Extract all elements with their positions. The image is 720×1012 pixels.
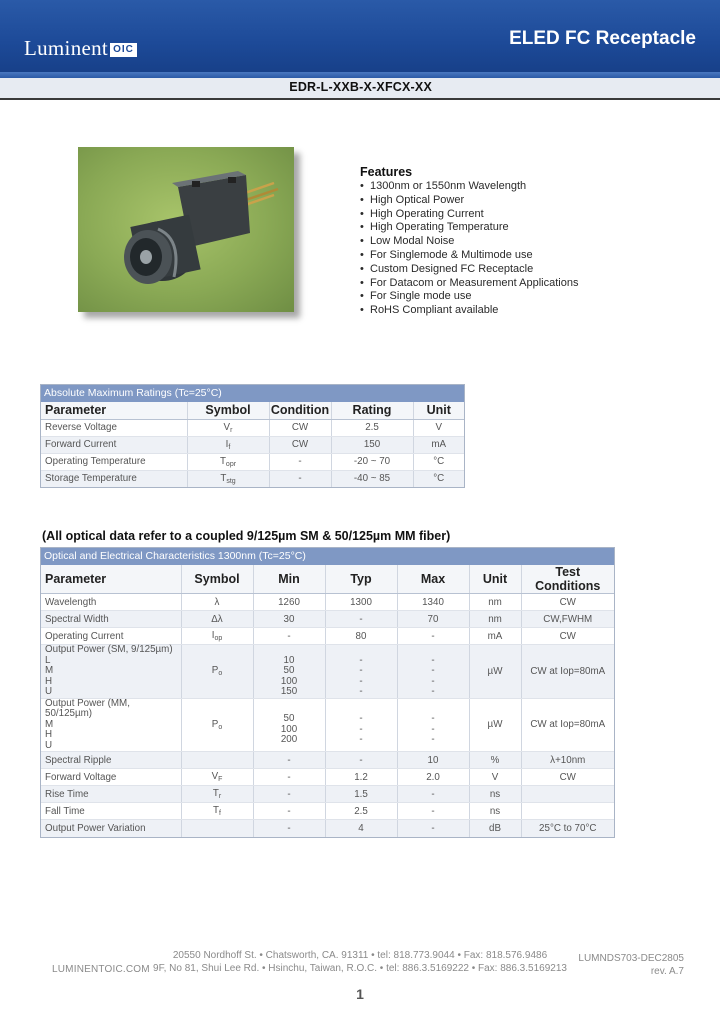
cell-cond: λ+10nm bbox=[521, 752, 614, 769]
symbol-subscript: o bbox=[218, 723, 223, 731]
cell-unit: µW bbox=[469, 698, 521, 752]
column-header: Max bbox=[397, 565, 469, 594]
cell-unit: °C bbox=[413, 470, 464, 487]
page-number: 1 bbox=[356, 986, 364, 1002]
table-row bbox=[41, 470, 464, 487]
cell-min: - bbox=[253, 628, 325, 645]
logo-text: Luminent bbox=[24, 35, 109, 60]
symbol-subscript: r bbox=[218, 793, 222, 800]
cell-symbol bbox=[181, 820, 253, 837]
cell-typ: - - - - bbox=[325, 645, 397, 699]
symbol-text: V bbox=[223, 421, 231, 433]
bullet-glyph: • bbox=[360, 235, 364, 248]
cell-parameter: Output Power (MM, 50/125µm) M H U bbox=[41, 698, 181, 752]
cell-max: 1340 bbox=[397, 594, 469, 611]
cell-max: - bbox=[397, 628, 469, 645]
cell-symbol bbox=[181, 786, 253, 803]
feature-text: Low Modal Noise bbox=[370, 235, 455, 248]
feature-text: For Single mode use bbox=[370, 290, 472, 303]
table-row bbox=[41, 419, 464, 436]
feature-text: For Datacom or Measurement Applications bbox=[370, 276, 579, 289]
table-row bbox=[41, 436, 464, 453]
table-row bbox=[41, 594, 614, 611]
document-title: ELED FC Receptacle bbox=[509, 28, 696, 49]
cell-max: 10 bbox=[397, 752, 469, 769]
cell-max: - - - - bbox=[397, 645, 469, 699]
table-header-row bbox=[41, 402, 464, 419]
table-row bbox=[41, 752, 614, 769]
cell-cond: CW at Iop=80mA bbox=[521, 645, 614, 699]
cell-parameter: Reverse Voltage bbox=[41, 419, 187, 436]
cell-typ: - bbox=[325, 752, 397, 769]
cell-min: - bbox=[253, 752, 325, 769]
feature-item bbox=[360, 208, 660, 222]
cell-unit: nm bbox=[469, 611, 521, 628]
symbol-text: P bbox=[211, 718, 219, 730]
address-line-2: 9F, No 81, Shui Lee Rd. • Hsinchu, Taiwan, R.O.C. • tel: 886.3.5169222 • Fax: 886.3.5169213 bbox=[153, 963, 567, 974]
symbol-text: λ bbox=[214, 596, 220, 608]
feature-text: RoHS Compliant available bbox=[370, 304, 499, 317]
cell-unit: dB bbox=[469, 820, 521, 837]
column-header: Rating bbox=[331, 402, 413, 419]
product-photo bbox=[78, 147, 294, 312]
feature-text: High Optical Power bbox=[370, 193, 465, 206]
cell-typ: 4 bbox=[325, 820, 397, 837]
cell-unit: mA bbox=[469, 628, 521, 645]
fiber-note: (All optical data refer to a coupled 9/125µm SM & 50/125µm MM fiber) bbox=[42, 529, 451, 543]
feature-item bbox=[360, 180, 660, 194]
table-row bbox=[41, 645, 614, 699]
cell-cond: CW,FWHM bbox=[521, 611, 614, 628]
cell-max: 2.0 bbox=[397, 769, 469, 786]
cell-unit: V bbox=[413, 419, 464, 436]
cell-symbol bbox=[181, 594, 253, 611]
cell-cond: CW bbox=[521, 628, 614, 645]
absolute-ratings-table bbox=[40, 384, 465, 488]
column-header: Typ bbox=[325, 565, 397, 594]
cell-min: - bbox=[253, 769, 325, 786]
cell-unit: % bbox=[469, 752, 521, 769]
absolute-ratings-caption: Absolute Maximum Ratings (Tc=25°C) bbox=[41, 385, 464, 402]
feature-item bbox=[360, 221, 660, 235]
bullet-glyph: • bbox=[360, 304, 364, 317]
feature-item bbox=[360, 277, 660, 291]
cell-parameter: Rise Time bbox=[41, 786, 181, 803]
cell-typ: 1.5 bbox=[325, 786, 397, 803]
symbol-subscript: r bbox=[230, 426, 233, 434]
cell-typ: - - - bbox=[325, 698, 397, 752]
cell-min: 50 100 200 bbox=[253, 698, 325, 752]
cell-cond: CW bbox=[521, 594, 614, 611]
cell-unit: mA bbox=[413, 436, 464, 453]
symbol-subscript: o bbox=[218, 670, 223, 678]
cell-symbol bbox=[187, 436, 269, 453]
cell-min: - bbox=[253, 820, 325, 837]
column-header: Unit bbox=[413, 402, 464, 419]
feature-item bbox=[360, 194, 660, 208]
cell-rating: -40 ~ 85 bbox=[331, 470, 413, 487]
table-row bbox=[41, 698, 614, 752]
cell-unit: ns bbox=[469, 786, 521, 803]
table-row bbox=[41, 786, 614, 803]
features-heading: Features bbox=[360, 165, 413, 179]
symbol-text: T bbox=[219, 455, 226, 467]
header-bar bbox=[0, 0, 720, 78]
symbol-subscript: stg bbox=[226, 477, 236, 485]
table-row bbox=[41, 803, 614, 820]
bullet-glyph: • bbox=[360, 221, 364, 234]
cell-unit: °C bbox=[413, 453, 464, 470]
company-logo bbox=[24, 36, 137, 60]
cell-unit: µW bbox=[469, 645, 521, 699]
footer-website: LUMINENTOIC.COM bbox=[52, 964, 150, 975]
cell-parameter: Spectral Width bbox=[41, 611, 181, 628]
cell-symbol bbox=[181, 645, 253, 699]
cell-max: - bbox=[397, 803, 469, 820]
feature-text: 1300nm or 1550nm Wavelength bbox=[370, 180, 527, 192]
table-row bbox=[41, 611, 614, 628]
cell-symbol bbox=[181, 698, 253, 752]
cell-symbol bbox=[181, 769, 253, 786]
feature-text: High Operating Current bbox=[370, 207, 484, 220]
bullet-glyph: • bbox=[360, 262, 364, 275]
column-header: Symbol bbox=[181, 565, 253, 594]
cell-parameter: Operating Current bbox=[41, 628, 181, 645]
symbol-subscript: op bbox=[214, 635, 223, 642]
cell-typ: 80 bbox=[325, 628, 397, 645]
symbol-subscript: F bbox=[218, 776, 223, 783]
feature-text: Custom Designed FC Receptacle bbox=[370, 262, 534, 275]
cell-min: 1260 bbox=[253, 594, 325, 611]
bullet-glyph: • bbox=[360, 207, 364, 220]
feature-item bbox=[360, 290, 660, 304]
column-header: Symbol bbox=[187, 402, 269, 419]
column-header: Unit bbox=[469, 565, 521, 594]
cell-max: 70 bbox=[397, 611, 469, 628]
logo-box: OIC bbox=[110, 43, 137, 57]
document-id: LUMNDS703-DEC2805 bbox=[578, 953, 684, 964]
cell-rating: 2.5 bbox=[331, 419, 413, 436]
table-row bbox=[41, 769, 614, 786]
features-list bbox=[360, 180, 660, 318]
cell-symbol bbox=[181, 611, 253, 628]
cell-condition: - bbox=[269, 470, 331, 487]
bullet-glyph: • bbox=[360, 248, 364, 261]
cell-rating: -20 ~ 70 bbox=[331, 453, 413, 470]
cell-unit: ns bbox=[469, 803, 521, 820]
cell-parameter: Operating Temperature bbox=[41, 453, 187, 470]
features-section bbox=[360, 165, 660, 318]
cell-unit: nm bbox=[469, 594, 521, 611]
cell-cond bbox=[521, 786, 614, 803]
cell-min: - bbox=[253, 803, 325, 820]
bullet-glyph: • bbox=[360, 193, 364, 206]
optical-characteristics-caption: Optical and Electrical Characteristics 1300nm (Tc=25°C) bbox=[41, 548, 614, 565]
symbol-subscript: f bbox=[219, 810, 221, 817]
table-row bbox=[41, 628, 614, 645]
column-header: Parameter bbox=[41, 402, 187, 419]
cell-condition: - bbox=[269, 453, 331, 470]
feature-item bbox=[360, 304, 660, 318]
cell-parameter: Output Power (SM, 9/125µm) L M H U bbox=[41, 645, 181, 699]
column-header: Condition bbox=[270, 403, 330, 418]
column-header: Parameter bbox=[41, 565, 181, 594]
bullet-glyph: • bbox=[360, 180, 364, 192]
symbol-text: Δλ bbox=[211, 613, 223, 625]
symbol-text: T bbox=[213, 805, 220, 816]
symbol-text: T bbox=[220, 472, 227, 484]
cell-typ: 1300 bbox=[325, 594, 397, 611]
feature-text: For Singlemode & Multimode use bbox=[370, 248, 533, 261]
cell-symbol bbox=[187, 419, 269, 436]
feature-item bbox=[360, 249, 660, 263]
feature-item bbox=[360, 235, 660, 249]
cell-parameter: Output Power Variation bbox=[41, 820, 181, 837]
document-revision: rev. A.7 bbox=[650, 966, 684, 977]
symbol-subscript: opr bbox=[225, 460, 237, 468]
symbol-subscript: f bbox=[228, 443, 231, 451]
cell-min: - bbox=[253, 786, 325, 803]
cell-max: - - - bbox=[397, 698, 469, 752]
receptacle-illustration bbox=[78, 147, 294, 312]
feature-item bbox=[360, 263, 660, 277]
table-row bbox=[41, 820, 614, 837]
cell-cond: 25°C to 70°C bbox=[521, 820, 614, 837]
cell-parameter: Forward Current bbox=[41, 436, 187, 453]
cell-typ: - bbox=[325, 611, 397, 628]
address-line-1: 20550 Nordhoff St. • Chatsworth, CA. 91311 • tel: 818.773.9044 • Fax: 818.576.9486 bbox=[172, 950, 548, 961]
symbol-text: I bbox=[225, 438, 229, 450]
cell-min: 30 bbox=[253, 611, 325, 628]
feature-text: High Operating Temperature bbox=[370, 221, 509, 234]
footer-document-info bbox=[578, 952, 684, 978]
cell-unit: V bbox=[469, 769, 521, 786]
symbol-text: I bbox=[211, 630, 215, 641]
cell-parameter: Forward Voltage bbox=[41, 769, 181, 786]
cell-symbol bbox=[181, 628, 253, 645]
cell-rating: 150 bbox=[331, 436, 413, 453]
symbol-text: P bbox=[211, 665, 219, 677]
cell-condition: CW bbox=[269, 436, 331, 453]
part-number: EDR-L-XXB-X-XFCX-XX bbox=[289, 80, 432, 94]
cell-parameter: Wavelength bbox=[41, 594, 181, 611]
column-header: Test Conditions bbox=[521, 565, 614, 594]
symbol-text: V bbox=[211, 771, 219, 782]
cell-parameter: Storage Temperature bbox=[41, 470, 187, 487]
symbol-text: T bbox=[212, 788, 219, 799]
cell-symbol bbox=[181, 752, 253, 769]
cell-max: - bbox=[397, 786, 469, 803]
table-header-row bbox=[41, 565, 614, 594]
cell-typ: 2.5 bbox=[325, 803, 397, 820]
cell-cond bbox=[521, 803, 614, 820]
cell-symbol bbox=[187, 470, 269, 487]
cell-condition: CW bbox=[269, 419, 331, 436]
bullet-glyph: • bbox=[360, 290, 364, 303]
cell-max: - bbox=[397, 820, 469, 837]
cell-parameter: Spectral Ripple bbox=[41, 752, 181, 769]
bullet-glyph: • bbox=[360, 276, 364, 289]
optical-characteristics-table bbox=[40, 547, 615, 838]
cell-symbol bbox=[181, 803, 253, 820]
cell-cond: CW at Iop=80mA bbox=[521, 698, 614, 752]
cell-min: 10 50 100 150 bbox=[253, 645, 325, 699]
column-header: Min bbox=[253, 565, 325, 594]
table-row bbox=[41, 453, 464, 470]
cell-symbol bbox=[187, 453, 269, 470]
cell-cond: CW bbox=[521, 769, 614, 786]
cell-parameter: Fall Time bbox=[41, 803, 181, 820]
cell-typ: 1.2 bbox=[325, 769, 397, 786]
